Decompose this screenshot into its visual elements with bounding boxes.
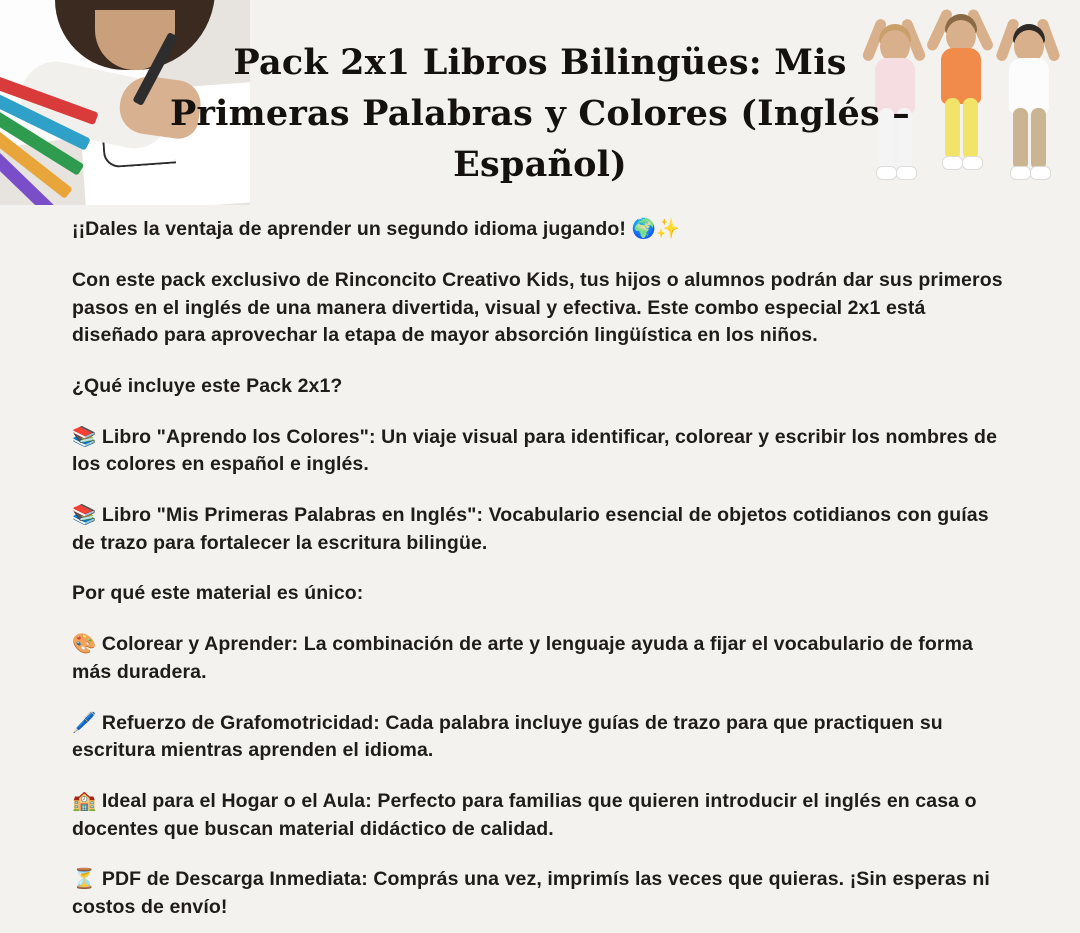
heading-includes: ¿Qué incluye este Pack 2x1?	[72, 375, 343, 397]
item-book-words: 📚 Libro "Mis Primeras Palabras en Inglés": Vocabulario esencial de objetos cotidianos con guías de trazo para fortalecer la escritura bilingüe.	[72, 504, 989, 554]
paragraph-intro: ¡¡Dales la ventaja de aprender un segundo idioma jugando! 🌍✨	[72, 218, 681, 241]
benefit-color-and-learn: 🎨 Colorear y Aprender: La combinación de arte y lenguaje ayuda a fijar el vocabulario de forma más duradera.	[72, 633, 973, 683]
page-title: Pack 2x1 Libros Bilingües: Mis Primeras Palabras y Colores (Inglés – Español)	[169, 42, 911, 185]
item-book-colors: 📚 Libro "Aprendo los Colores": Un viaje visual para identificar, colorear y escribir los nombres de los colores en español e inglés.	[72, 425, 998, 476]
benefit-instant-pdf: ⏳ PDF de Descarga Inmediata: Comprás una vez, imprimís las veces que quieras. ¡Sin esperas ni costos de envío!	[72, 868, 990, 918]
benefit-home-or-classroom: 🏫 Ideal para el Hogar o el Aula: Perfecto para familias que quieren introducir el inglés en casa o docentes que buscan material didáctico de calidad.	[72, 789, 977, 840]
paragraph-overview: Con este pack exclusivo de Rinconcito Creativo Kids, tus hijos o alumnos podrán dar sus primeros pasos en el inglés de una manera divertida, visual y efectiva. Este combo especial 2x1 está diseñado para aprovechar la etapa de mayor absorción lingüística en los niños.	[72, 268, 1003, 347]
benefit-handwriting: 🖊️ Refuerzo de Grafomotricidad: Cada palabra incluye guías de trazo para que practiquen su escritura mientras aprenden el idioma.	[72, 711, 943, 762]
heading-why-unique: Por qué este material es único:	[72, 582, 364, 605]
description-body	[0, 190, 1080, 921]
